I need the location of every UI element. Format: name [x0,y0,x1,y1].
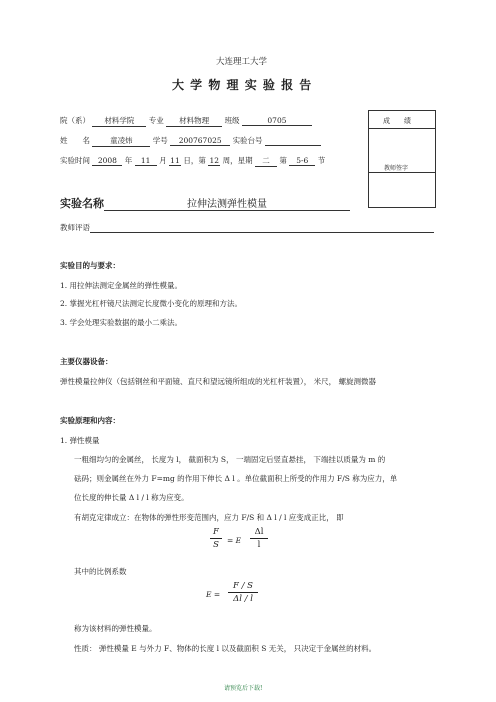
formula-1-right-fraction [250,527,268,550]
experiment-name-row [60,195,350,211]
id-label: 学号 [152,136,168,145]
weekday-value: 二 [255,155,277,167]
week-unit: 周，星期 [222,156,253,165]
bench-label: 实验台号 [232,136,263,145]
formula-2-den: Δl / l [233,594,253,604]
formula-2-lhs: E = [206,590,221,599]
week-value: 12 [209,156,219,165]
period-prefix: 第 [279,156,287,165]
formula-2-fraction [228,581,258,604]
experiment-name-label: 实验名称 [60,197,104,210]
period-value: 5-6 [289,156,315,166]
formula-1-right-num: Δl [254,527,264,537]
id-value: 200767025 [170,136,230,146]
dept-value: 材料学院 [92,115,146,127]
major-label: 专业 [148,116,164,125]
principle-title: 实验原理和内容： [60,416,120,425]
coefficient-text: 其中的比例系数 [74,567,127,576]
university-name: 大连理工大学 [216,57,268,67]
formula-1-left-num: F [213,527,219,537]
purpose-item-2: 2. 掌握光杠杆镜尺法测定长度微小变化的原理和方法。 [60,299,243,308]
purpose-item-3: 3. 学会处理实验数据的最小二乘法。 [60,318,183,327]
bench-value [265,136,321,146]
name-label: 姓 名 [60,136,90,145]
property-text: 性质： 弹性模量 E 与外力 F、物体的长度 l 以及截面积 S 无关， 只决定于金属丝的材料。 [74,644,377,653]
principle-paragraph-line-1: 一粗细均匀的金属丝， 长度为 l， 截面积为 S， 一端固定后竖直悬挂， 下端挂以质量为 m 的 [74,455,386,464]
comment-row [60,222,434,233]
class-value: 0705 [242,116,312,126]
year-unit: 年 [124,156,133,165]
hooke-law-text: 有胡克定律成立：在物体的弹性形变范围内，应力 F/S 和 Δ l / l 应变成正比， 即 [74,513,344,522]
period-unit: 节 [317,156,326,165]
footer-download-note: 请预览后下载! [224,685,263,692]
info-row-3 [60,155,325,167]
day-unit: 日，第 [183,156,206,165]
purpose-title: 实验目的与要求： [60,261,120,270]
major-value: 材料物理 [166,115,222,127]
class-label: 班级 [224,116,240,125]
formula-1-left-fraction [210,527,222,550]
name-value: 童凌炜 [92,135,150,147]
comment-label: 教师评语 [60,223,90,232]
comment-line [90,223,434,233]
principle-paragraph-line-2: 砝码；则金属丝在外力 F=mg 的作用下伸长 Δ l 。单位截面积上所受的作用力 F/S 称为应力，单 [74,474,398,483]
dept-label: 院（系） [60,116,90,125]
modulus-definition-text: 称为该材料的弹性模量。 [74,624,157,633]
formula-1-left-den: S [213,540,219,550]
formula-2-num: F / S [233,581,253,591]
sign-label-divider [368,172,436,173]
month-value: 11 [135,156,157,166]
grade-label: 成 绩 [383,117,411,125]
principle-paragraph-line-3: 位长度的伸长量 Δ l / l 称为应变。 [74,493,189,502]
teacher-sign-label: 教师签字 [384,165,409,172]
formula-1-left-bar [210,538,222,539]
formula-1-right-bar [250,538,268,539]
year-value: 2008 [92,156,122,166]
formula-1-eq: = E [227,536,242,545]
time-label: 实验时间 [60,156,90,165]
formula-1-right-den: l [257,540,261,550]
equipment-title: 主要仪器设备： [60,357,113,366]
equipment-text: 弹性模量拉伸仪（包括钢丝和平面镜、直尺和望远镜所组成的光杠杆装置）， 米尺， 螺旋测微器 [60,377,377,386]
purpose-item-1: 1. 用拉伸法测定金属丝的弹性模量。 [60,281,183,290]
info-row-1 [60,115,312,127]
month-unit: 月 [159,156,167,165]
experiment-name-value: 拉伸法测弹性模量 [104,195,350,211]
day-value: 11 [170,156,180,165]
info-row-2 [60,135,321,147]
report-title: 大 学 物 理 实 验 报 告 [172,78,313,92]
principle-item-1: 1. 弹性模量 [60,436,100,445]
grade-label-divider [368,128,436,129]
formula-2-bar [228,592,258,593]
